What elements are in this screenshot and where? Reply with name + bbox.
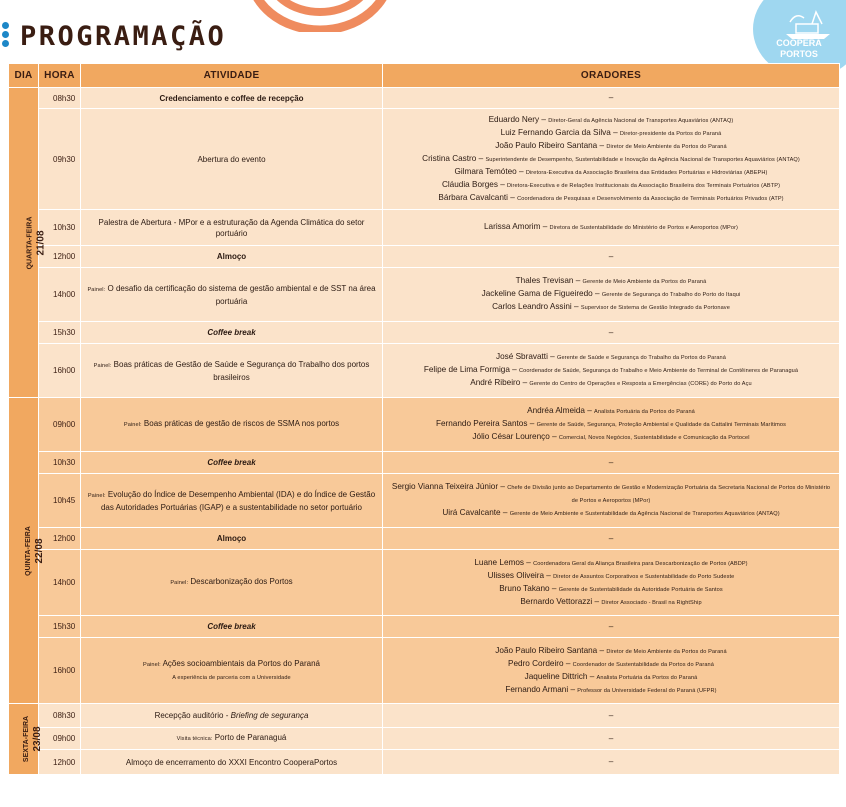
speaker-line: Sergio Vianna Teixeira Júnior – Chefe de Divisão junto ao Departamento de Gestão e Modernização Portuária da Secretaria Nacional de Portos do Ministério de Portos e Aeroportos (MPor) [391, 482, 831, 504]
time-cell: 08h30 [39, 88, 81, 109]
time-cell: 14h00 [39, 268, 81, 322]
date-label: 23/08 [32, 726, 44, 752]
activity-prefix: Painel: [93, 362, 112, 369]
speaker-role: Diretor de Meio Ambiente da Portos do Paraná [606, 648, 727, 655]
weekday-label: SEXTA-FEIRA [23, 715, 31, 763]
speaker-name: Eduardo Nery [488, 114, 540, 124]
activity-cell [81, 322, 383, 344]
speakers-cell [383, 210, 840, 246]
speakers-cell [383, 246, 840, 268]
activity-subtitle: A experiência de parceria com a Universidade [172, 674, 291, 681]
time-cell: 16h00 [39, 344, 81, 398]
activity-emphasis: Briefing de segurança [230, 711, 309, 720]
activity-title: Almoço [216, 252, 247, 261]
table-row [9, 88, 840, 109]
speaker-placeholder: – [608, 327, 614, 337]
speaker-name: Thales Trevisan [515, 276, 574, 285]
speaker-role: Diretor Associado - Brasil na RightShip [601, 599, 702, 606]
decorative-arcs [240, 0, 400, 32]
speaker-role: Gerente do Centro de Operações e Resposta a Emergências (CORE) do Porto do Açu [529, 381, 752, 387]
activity-cell [81, 750, 383, 775]
speaker-name: Gilmara Temóteo [454, 166, 517, 176]
speaker-name: José Sbravatti [496, 352, 548, 361]
speaker-placeholder: – [608, 457, 614, 467]
day-cell [9, 398, 45, 704]
speakers-cell [383, 638, 840, 704]
speaker-name: Uirá Cavalcante [442, 508, 501, 517]
speaker-placeholder: – [608, 533, 614, 543]
speaker-role: Chefe de Divisão junto ao Departamento de Gestão e Modernização Portuária da Secretaria Nacional de Portos do Ministério de Portos e Aeroportos (MPor) [507, 485, 831, 504]
activity-title: Ações socioambientais da Portos do Paraná [162, 658, 321, 668]
speaker-line: João Paulo Ribeiro Santana – Diretor de Meio Ambiente da Portos do Paraná [495, 645, 727, 655]
speaker-role: Gerente de Meio Ambiente e Sustentabilidade da Agência Nacional de Transportes Aquaviários (ANTAQ) [509, 511, 780, 517]
speaker-line: Ulisses Oliveira – Diretor de Assuntos Corporativos e Sustentabilidade do Porto Sudeste [487, 570, 735, 580]
speaker-name: Ulisses Oliveira [487, 570, 545, 580]
table-row [9, 750, 840, 775]
activity-cell [81, 398, 383, 452]
speaker-role: Comercial, Novos Negócios, Sustentabilidade e Comunicação da Portocel [558, 435, 750, 441]
speaker-name: Bruno Takano [499, 583, 550, 593]
activity-cell [81, 210, 383, 246]
activity-cell [81, 474, 383, 528]
activity-cell [81, 88, 383, 109]
day-label [21, 716, 43, 762]
table-row [9, 322, 840, 344]
speaker-name: Sergio Vianna Teixeira Júnior [391, 482, 499, 491]
time-cell: 16h00 [39, 638, 81, 704]
table-row [9, 109, 840, 210]
activity-title: Almoço [216, 534, 247, 543]
speaker-role: Gerente de Saúde e Segurança do Trabalho da Portos do Paraná [557, 355, 726, 361]
speaker-role: Analista Portuária da Portos do Paraná [596, 674, 698, 681]
activity-title: Coffee break [207, 328, 256, 337]
activity-title: Coffee break [207, 458, 256, 467]
speaker-role: Supervisor de Sistema de Gestão Integrado da Portonave [580, 305, 730, 311]
speaker-name: Cristina Castro [422, 153, 477, 163]
activity-title: Palestra de Abertura - MPor e a estruturação da Agenda Climática do setor portuário [98, 217, 365, 238]
activity-cell [81, 704, 383, 728]
speaker-name: Jaqueline Dittrich [524, 671, 588, 681]
speakers-cell [383, 344, 840, 398]
page-header [0, 0, 846, 62]
table-row [9, 728, 840, 750]
date-label: 22/08 [33, 537, 45, 564]
speaker-line: Larissa Amorim – Diretora de Sustentabilidade do Ministério de Portos e Aeroportos (MPor) [484, 222, 738, 231]
activity-cell [81, 528, 383, 550]
activity-cell [81, 728, 383, 750]
speaker-role: Diretor-Geral da Agência Nacional de Transportes Aquaviários (ANTAQ) [548, 117, 734, 124]
speaker-line: Pedro Cordeiro – Coordenador de Sustentabilidade da Portos do Paraná [508, 658, 714, 668]
speaker-line: Bernardo Vettorazzi – Diretor Associado - Brasil na RightShip [520, 596, 702, 606]
speaker-line: Uirá Cavalcante – Gerente de Meio Ambiente e Sustentabilidade da Agência Nacional de Transportes Aquaviários (ANTAQ) [442, 508, 780, 517]
activity-cell [81, 344, 383, 398]
activity-prefix: Painel: [87, 286, 106, 293]
time-cell: 12h00 [39, 246, 81, 268]
time-cell: 15h30 [39, 616, 81, 638]
time-cell: 15h30 [39, 322, 81, 344]
speaker-name: Larissa Amorim [484, 222, 541, 231]
time-cell: 12h00 [39, 528, 81, 550]
speakers-cell [383, 398, 840, 452]
speakers-cell [383, 268, 840, 322]
activity-title: Descarbonização dos Portos [190, 577, 293, 586]
speaker-role: Analista Portuária da Portos do Paraná [594, 409, 695, 415]
speaker-role: Gerente de Segurança do Trabalho do Porto do Itaqui [601, 292, 741, 298]
speakers-cell [383, 109, 840, 210]
page-title: PROGRAMAÇÃO [20, 21, 227, 52]
ship-icon [782, 8, 834, 40]
speaker-role: Coordenadora Geral da Aliança Brasileira para Descarbonização de Portos (ABDP) [533, 560, 748, 567]
time-cell: 10h30 [39, 210, 81, 246]
speaker-name: Luiz Fernando Garcia da Silva [500, 127, 611, 137]
activity-title: Evolução do Índice de Desempenho Ambiental (IDA) e do Índice de Gestão das Autoridades Portuárias (IGAP) e a sustentabilidade no setor portuário [100, 489, 376, 512]
activity-cell [81, 109, 383, 210]
speaker-name: João Paulo Ribeiro Santana [495, 140, 598, 150]
activity-cell [81, 638, 383, 704]
speaker-role: Diretor-presidente da Portos do Paraná [619, 130, 722, 137]
weekday-label: QUARTA-FEIRA [26, 216, 34, 269]
activity-title: Recepção auditório - [154, 711, 231, 720]
speakers-cell [383, 550, 840, 616]
time-cell: 09h30 [39, 109, 81, 210]
speaker-line: Cristina Castro – Superintendente de Desempenho, Sustentabilidade e Inovação da Agência Nacional de Transportes Aquaviários (ANTAQ) [422, 153, 800, 163]
speaker-name: Luane Lemos [474, 557, 524, 567]
activity-cell [81, 550, 383, 616]
speaker-line: Fernando Armani – Professor da Universidade Federal do Paraná (UFPR) [505, 684, 717, 694]
time-cell: 08h30 [39, 704, 81, 728]
speaker-name: Bernardo Vettorazzi [520, 596, 593, 606]
speaker-line: Carlos Leandro Assini – Supervisor de Sistema de Gestão Integrado da Portonave [492, 302, 730, 311]
speaker-line: Bruno Takano – Gerente de Sustentabilidade da Autoridade Portuária de Santos [499, 583, 723, 593]
column-header-atividade: ATIVIDADE [81, 64, 383, 88]
speaker-name: Jackeline Gama de Figueiredo [481, 289, 593, 298]
speaker-role: Diretor de Assuntos Corporativos e Sustentabilidade do Porto Sudeste [553, 573, 735, 580]
speaker-line: Jackeline Gama de Figueiredo – Gerente de Segurança do Trabalho do Porto do Itaqui [481, 289, 741, 298]
table-row [9, 474, 840, 528]
table-row [9, 246, 840, 268]
table-row [9, 398, 840, 452]
activity-prefix: Painel: [87, 492, 106, 499]
day-cell [9, 704, 44, 775]
table-row [9, 528, 840, 550]
speakers-cell [383, 616, 840, 638]
speakers-cell [383, 474, 840, 528]
speaker-name: João Paulo Ribeiro Santana [495, 645, 598, 655]
speaker-placeholder: – [608, 251, 614, 261]
speaker-role: Diretora-Executiva e de Relações Institucionais da Associação Brasileira dos Terminais Portuários (ABTP) [507, 182, 781, 189]
speaker-line: Cláudia Borges – Diretora-Executiva e de Relações Institucionais da Associação Brasileira dos Terminais Portuários (ABTP) [441, 179, 781, 189]
speaker-line: Eduardo Nery – Diretor-Geral da Agência Nacional de Transportes Aquaviários (ANTAQ) [488, 114, 734, 124]
speaker-line: Jólio César Lourenço – Comercial, Novos Negócios, Sustentabilidade e Comunicação da Portocel [472, 432, 750, 441]
speaker-role: Diretora-Executiva da Associação Brasileira das Entidades Portuárias e Hidroviárias (ABEPH) [525, 169, 768, 176]
speaker-line: André Ribeiro – Gerente do Centro de Operações e Resposta a Emergências (CORE) do Porto do Açu [470, 378, 752, 387]
day-cell [9, 88, 47, 398]
activity-title: Abertura do evento [197, 154, 266, 164]
speaker-role: Gerente de Sustentabilidade da Autoridade Portuária de Santos [558, 586, 723, 593]
speaker-line: Andréa Almeida – Analista Portuária da Portos do Paraná [527, 406, 695, 415]
schedule-table [8, 63, 840, 775]
speakers-cell [383, 750, 840, 775]
speaker-placeholder: – [608, 621, 614, 631]
decorative-dots [2, 22, 12, 50]
speaker-name: Andréa Almeida [527, 406, 585, 415]
speaker-placeholder: – [608, 733, 614, 743]
table-header-row [9, 64, 840, 88]
activity-prefix: Painel: [170, 580, 189, 586]
activity-title: Boas práticas de gestão de riscos de SSMA nos portos [143, 419, 340, 428]
speaker-name: Fernando Armani [505, 684, 569, 694]
table-row [9, 704, 840, 728]
activity-prefix: Visita técnica: [176, 736, 213, 742]
time-cell: 10h30 [39, 452, 81, 474]
activity-title: Porto de Paranaguá [214, 733, 287, 742]
activity-cell [81, 246, 383, 268]
activity-prefix: Painel: [123, 422, 142, 428]
activity-cell [81, 616, 383, 638]
speakers-cell [383, 728, 840, 750]
speaker-role: Superintendente de Desempenho, Sustentabilidade e Inovação da Agência Nacional de Transportes Aquaviários (ANTAQ) [485, 156, 800, 163]
column-header-hora: HORA [39, 64, 81, 88]
table-row [9, 268, 840, 322]
speaker-line: João Paulo Ribeiro Santana – Diretor de Meio Ambiente da Portos do Paraná [495, 140, 727, 150]
time-cell: 09h00 [39, 728, 81, 750]
speaker-line: Bárbara Cavalcanti – Coordenadora de Pesquisas e Desenvolvimento da Associação de Terminais Portuários Privados (ATP) [438, 192, 784, 202]
speaker-role: Coordenador de Sustentabilidade da Portos do Paraná [572, 661, 714, 668]
activity-title: Coffee break [207, 622, 256, 631]
column-header-dia: DIA [9, 64, 39, 88]
time-cell: 12h00 [39, 750, 81, 775]
speaker-role: Diretora de Sustentabilidade do Ministério de Portos e Aeroportos (MPor) [549, 225, 738, 231]
table-row [9, 210, 840, 246]
activity-title: Almoço de encerramento do XXXI Encontro CooperaPortos [125, 757, 338, 767]
speaker-role: Gerente de Meio Ambiente da Portos do Paraná [582, 279, 707, 285]
speaker-role: Professor da Universidade Federal do Paraná (UFPR) [577, 687, 717, 694]
time-cell: 14h00 [39, 550, 81, 616]
speaker-line: Felipe de Lima Formiga – Coordenador de Saúde, Segurança do Trabalho e Meio Ambiente do Terminal de Contêineres de Paranaguá [423, 365, 799, 374]
logo-text: COOPERA PORTOS [776, 38, 822, 59]
speaker-line: Fernando Pereira Santos – Gerente de Saúde, Segurança, Proteção Ambiental e Qualidade da Cattalini Terminais Marítimos [435, 419, 787, 428]
table-row [9, 344, 840, 398]
activity-prefix: Painel: [142, 661, 161, 668]
speaker-line: José Sbravatti – Gerente de Saúde e Segurança do Trabalho da Portos do Paraná [496, 352, 726, 361]
speaker-name: Bárbara Cavalcanti [438, 192, 508, 202]
speaker-placeholder: – [608, 757, 614, 766]
speaker-name: Jólio César Lourenço [472, 432, 550, 441]
table-row [9, 638, 840, 704]
speaker-name: Pedro Cordeiro [508, 658, 564, 668]
speaker-line: Luiz Fernando Garcia da Silva – Diretor-presidente da Portos do Paraná [500, 127, 722, 137]
speaker-name: Fernando Pereira Santos [435, 419, 528, 428]
table-row [9, 550, 840, 616]
speaker-line: Thales Trevisan – Gerente de Meio Ambiente da Portos do Paraná [515, 276, 707, 285]
time-cell: 10h45 [39, 474, 81, 528]
activity-title: Credenciamento e coffee de recepção [159, 93, 304, 103]
speaker-placeholder: – [608, 93, 614, 102]
speakers-cell [383, 704, 840, 728]
activity-title: O desafio da certificação do sistema de gestão ambiental e de SST na área portuária [107, 283, 376, 306]
date-label: 21/08 [35, 229, 47, 256]
speaker-name: Carlos Leandro Assini [492, 302, 572, 311]
activity-cell [81, 452, 383, 474]
speaker-role: Diretor de Meio Ambiente da Portos do Paraná [606, 143, 727, 150]
activity-cell [81, 268, 383, 322]
day-label [24, 216, 46, 269]
activity-title: Boas práticas de Gestão de Saúde e Segurança do Trabalho dos portos brasileiros [113, 359, 370, 382]
speaker-line: Luane Lemos – Coordenadora Geral da Aliança Brasileira para Descarbonização de Portos (ABDP) [474, 557, 748, 567]
speakers-cell [383, 452, 840, 474]
speakers-cell [383, 88, 840, 109]
speakers-cell [383, 322, 840, 344]
speaker-placeholder: – [608, 710, 614, 720]
table-row [9, 616, 840, 638]
time-cell: 09h00 [39, 398, 81, 452]
speaker-name: André Ribeiro [470, 378, 521, 387]
speaker-line: Jaqueline Dittrich – Analista Portuária da Portos do Paraná [524, 671, 698, 681]
weekday-label: QUINTA-FEIRA [24, 525, 32, 576]
speaker-role: Coordenadora de Pesquisas e Desenvolvimento da Associação de Terminais Portuários Privados (ATP) [517, 195, 784, 202]
speaker-role: Coordenador de Saúde, Segurança do Trabalho e Meio Ambiente do Terminal de Contêineres de Paranaguá [519, 368, 799, 374]
speaker-line: Gilmara Temóteo – Diretora-Executiva da Associação Brasileira das Entidades Portuárias e Hidroviárias (ABEPH) [454, 166, 768, 176]
speakers-cell [383, 528, 840, 550]
speaker-role: Gerente de Saúde, Segurança, Proteção Ambiental e Qualidade da Cattalini Terminais Marítimos [536, 422, 787, 428]
day-label [23, 526, 45, 576]
speaker-name: Cláudia Borges [441, 179, 498, 189]
table-row [9, 452, 840, 474]
speaker-name: Felipe de Lima Formiga [423, 365, 510, 374]
column-header-oradores: ORADORES [383, 64, 840, 88]
